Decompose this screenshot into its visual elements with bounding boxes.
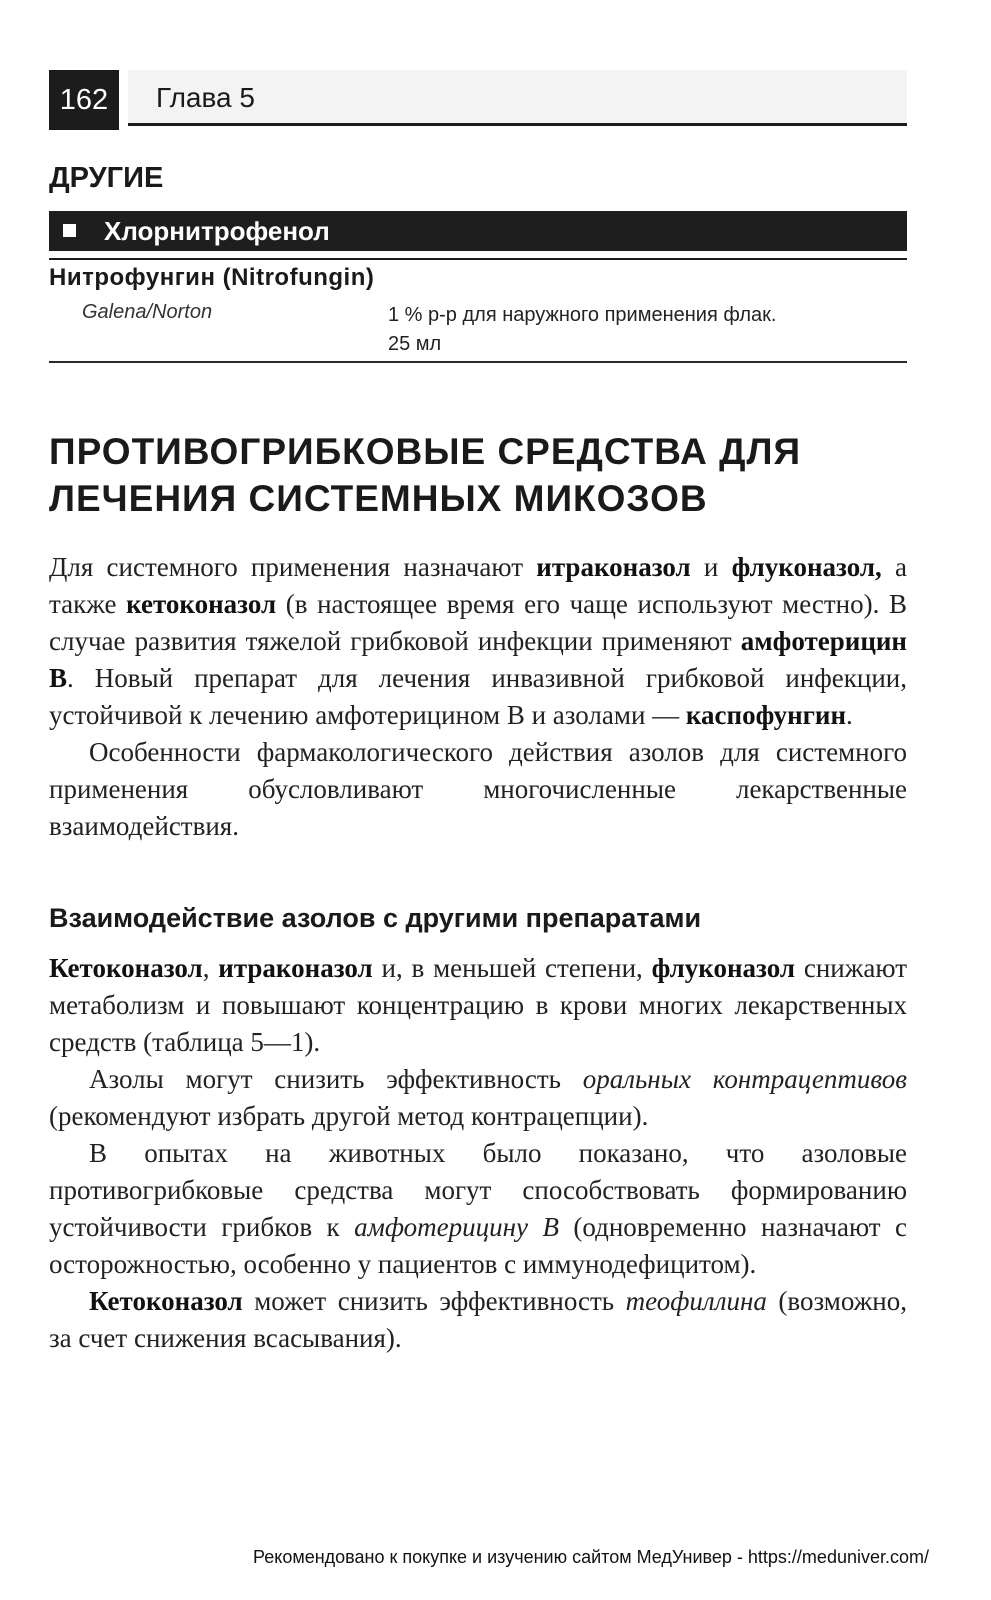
text-run: . xyxy=(846,700,853,730)
main-title-line: ЛЕЧЕНИЯ СИСТЕМНЫХ МИКОЗОВ xyxy=(49,478,708,519)
italic-term: оральных контрацептивов xyxy=(582,1064,907,1094)
drug-term: итраконазол xyxy=(218,953,373,983)
text-run: (возможно, за счет снижения всасывания). xyxy=(49,1286,908,1353)
divider xyxy=(49,361,907,363)
drug-term: Кетоконазол xyxy=(49,953,203,983)
drug-term: Кетоконазол xyxy=(89,1286,243,1316)
page-header xyxy=(49,70,907,132)
text-run: В опытах на животных было показано, что азоловые противогрибковые средства могут способствовать формированию устойчивости грибков к xyxy=(49,1138,907,1242)
text-run: и xyxy=(690,552,732,582)
paragraph xyxy=(49,1283,907,1357)
drug-term: каспофунгин xyxy=(685,700,847,730)
paragraph: Особенности фармакологического действия азолов для системного применения обусловливают многочисленные лекарственные взаимодействия. xyxy=(49,737,907,841)
subheading: Взаимодействие азолов с другими препаратами xyxy=(49,903,702,933)
paragraph xyxy=(49,549,907,734)
interaction-text xyxy=(49,950,907,1357)
drug-term: флуконазол xyxy=(651,953,796,983)
intro-text xyxy=(49,549,907,845)
main-title xyxy=(49,428,919,522)
text-run: и, в меньшей степени, xyxy=(372,953,652,983)
drug-form xyxy=(388,301,888,359)
drug-term: кетоконазол xyxy=(126,589,277,619)
paragraph xyxy=(49,1135,907,1283)
drug-name: Нитрофунгин (Nitrofungin) xyxy=(49,264,375,291)
drug-term: флуконазол, xyxy=(731,552,882,582)
text-run: , xyxy=(202,953,219,983)
drug-manufacturer: Galena/Norton xyxy=(82,301,213,323)
square-bullet-icon xyxy=(63,224,76,237)
text-run: (в настоящее время его чаще используют местно). В случае развития тяжелой грибковой инфекции применяют xyxy=(49,589,907,656)
main-title-line: ПРОТИВОГРИБКОВЫЕ СРЕДСТВА ДЛЯ xyxy=(49,431,802,472)
footer-note: Рекомендовано к покупке и изучению сайтом МедУнивер - https://meduniver.com/ xyxy=(253,1547,929,1567)
italic-term: амфотерицину В xyxy=(354,1212,559,1242)
italic-term: теофиллина xyxy=(625,1286,767,1316)
text-run: . Новый препарат для лечения инвазивной грибковой инфекции, устойчивой к лечению амфотерицином В и азолами — xyxy=(49,663,907,730)
text-run: может снизить эффективность xyxy=(242,1286,626,1316)
drug-form-line: 1 % р-р для наружного применения флак. xyxy=(388,304,777,326)
group-title: Хлорнитрофенол xyxy=(104,216,330,246)
drug-term: итраконазол xyxy=(536,552,691,582)
text-run: (одновременно назначают с осторожностью, особенно у пациентов с иммунодефицитом). xyxy=(49,1212,908,1279)
paragraph xyxy=(49,1061,907,1135)
drug-term: амфотерицин В xyxy=(49,626,907,693)
text-run: снижают метаболизм и повышают концентрацию в крови многих лекарственных средств (таблица 5—1). xyxy=(49,953,908,1057)
text-run: Азолы могут снизить эффективность xyxy=(89,1064,583,1094)
drug-form-line: 25 мл xyxy=(388,333,442,355)
text-run: а также xyxy=(49,552,908,619)
chapter-title: Глава 5 xyxy=(128,70,907,126)
divider xyxy=(49,258,907,260)
text-run: Для системного применения назначают xyxy=(49,552,537,582)
page-number: 162 xyxy=(49,70,119,130)
paragraph xyxy=(49,950,907,1061)
group-bar xyxy=(49,211,907,251)
section-heading-other: ДРУГИЕ xyxy=(49,162,164,194)
text-run: (рекомендуют избрать другой метод контрацепции). xyxy=(49,1101,649,1131)
